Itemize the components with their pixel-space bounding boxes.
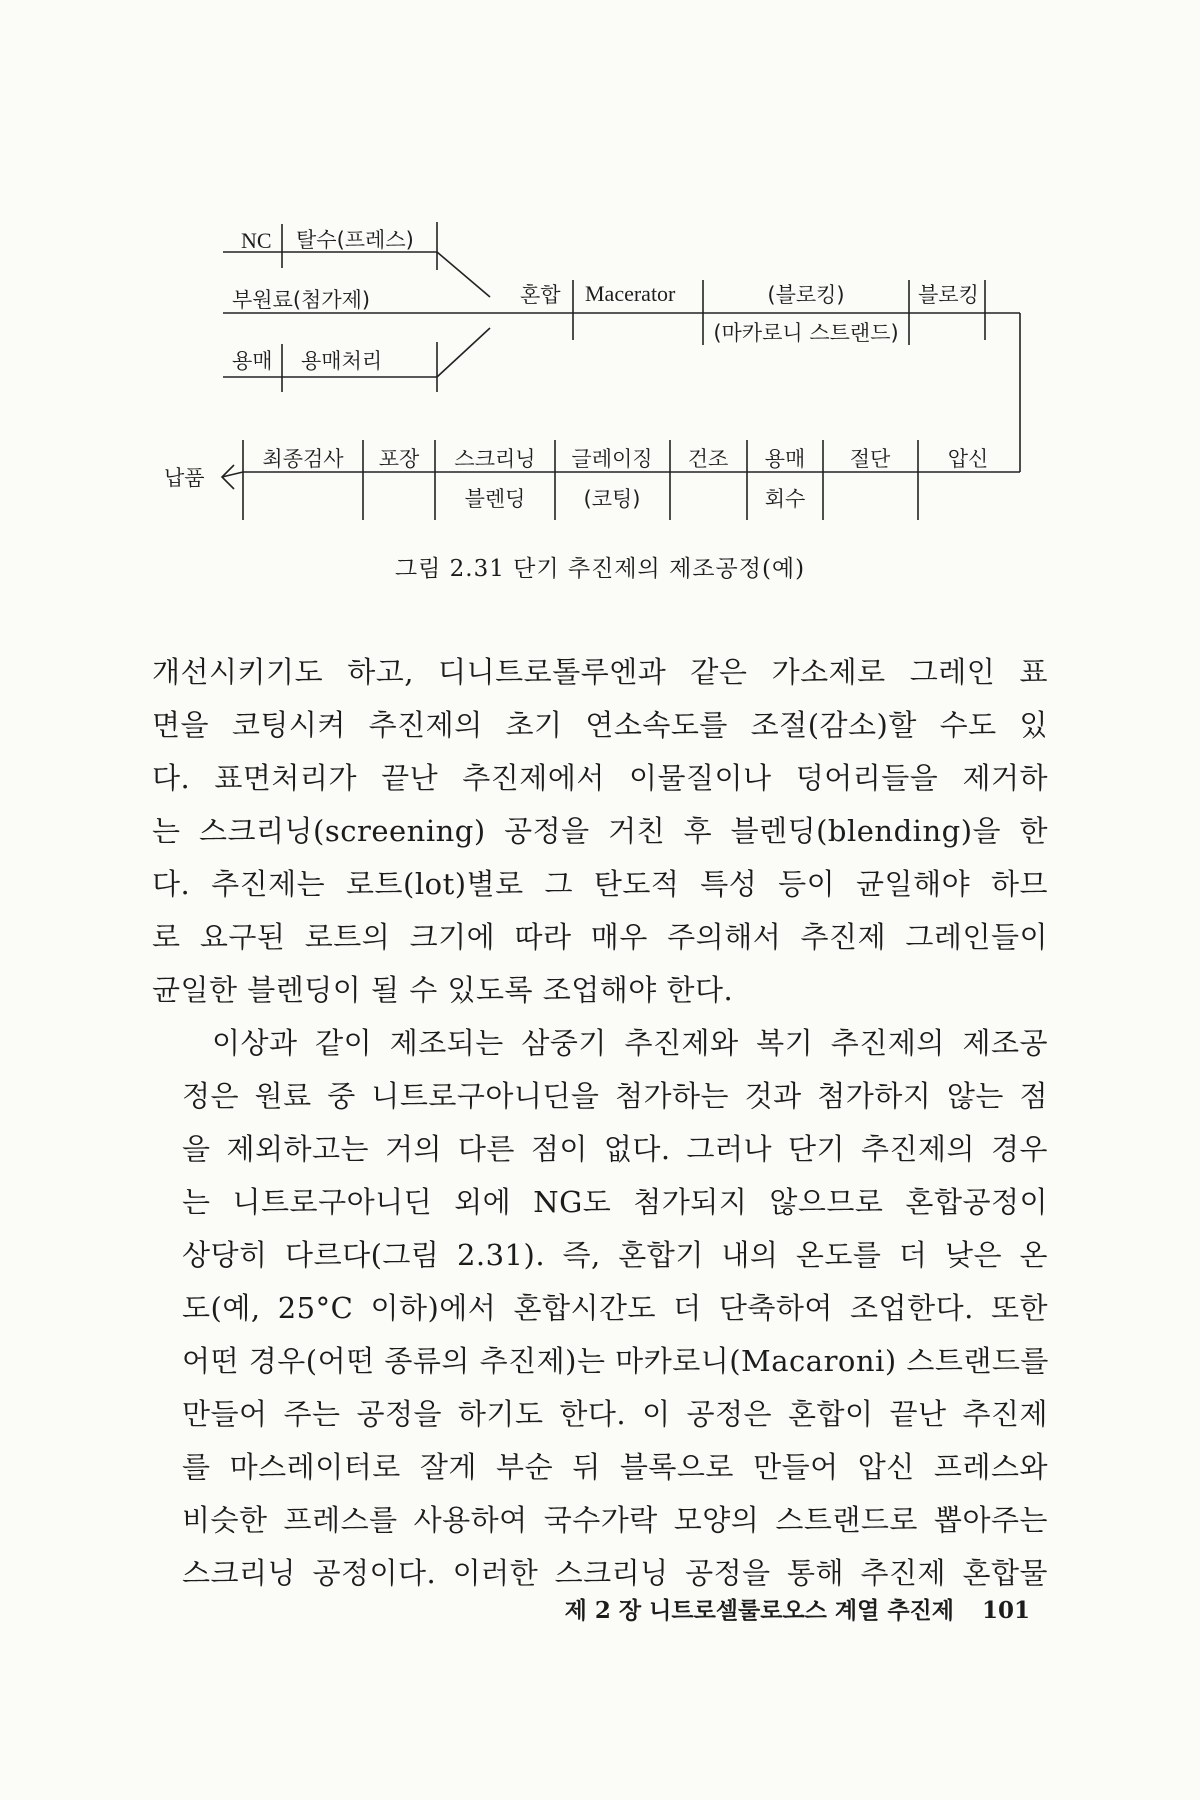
label-screening: 스크리닝 — [454, 447, 536, 471]
label-solvent-recovery-1: 용매 — [764, 447, 806, 471]
text-line: 로 요구된 로트의 크기에 따라 매우 주의해서 추진제 그레인들이 — [152, 920, 1048, 954]
text-line: 어떤 경우(어떤 종류의 추진제)는 마카로니(Macaroni) 스트랜드를 — [182, 1344, 1049, 1378]
text-line: 를 마스레이터로 잘게 부순 뒤 블록으로 만들어 압신 프레스와 — [182, 1450, 1048, 1484]
text-line: 는 스크리닝(screening) 공정을 거친 후 블렌딩(blending)을 한 — [152, 814, 1048, 848]
text-line: 면을 코팅시켜 추진제의 초기 연소속도를 조절(감소)할 수도 있 — [152, 708, 1048, 742]
label-coating: (코팅) — [583, 487, 641, 511]
text-line: 개선시키기도 하고, 디니트로톨루엔과 같은 가소제로 그레인 표 — [152, 655, 1048, 689]
label-macerator: Macerator — [585, 281, 676, 306]
paragraph-1 — [152, 646, 1048, 1017]
text-line: 상당히 다르다(그림 2.31). 즉, 혼합기 내의 온도를 더 낮은 온 — [182, 1238, 1048, 1272]
text-line: 이상과 같이 제조되는 삼중기 추진제와 복기 추진제의 제조공 — [212, 1026, 1048, 1060]
line-merge-bottom — [437, 328, 490, 377]
label-packing: 포장 — [378, 447, 420, 471]
label-mix: 혼합 — [520, 283, 561, 307]
label-drying: 건조 — [687, 447, 729, 471]
label-additive: 부원료(첨가제) — [232, 288, 371, 312]
text-line: 만들어 주는 공정을 하기도 한다. 이 공정은 혼합이 끝난 추진제 — [182, 1397, 1048, 1431]
body-text — [152, 646, 1048, 1600]
label-blending: 블렌딩 — [464, 487, 526, 511]
chapter-title: 제 2 장 니트로셀룰로오스 계열 추진제 — [564, 1597, 954, 1624]
text-line: 비슷한 프레스를 사용하여 국수가락 모양의 스트랜드로 뽑아주는 — [182, 1503, 1048, 1537]
text-line: 다. 추진제는 로트(lot)별로 그 탄도적 특성 등이 균일해야 하므 — [152, 867, 1048, 901]
page-number: 101 — [981, 1597, 1030, 1624]
label-macaroni-strand: (마카로니 스트랜드) — [713, 321, 899, 345]
text-line: 을 제외하고는 거의 다른 점이 없다. 그러나 단기 추진제의 경우 — [182, 1132, 1048, 1166]
paragraph-2 — [152, 1017, 1048, 1600]
label-solvent-treat: 용매처리 — [301, 349, 383, 373]
label-glazing: 글레이징 — [571, 447, 653, 471]
label-delivery: 납품 — [164, 466, 205, 490]
label-blocking-paren: (블로킹) — [767, 283, 845, 307]
label-pressing: 압신 — [947, 447, 989, 471]
label-dewater: 탈수(프레스) — [296, 228, 414, 252]
label-blocking: 블로킹 — [918, 283, 979, 307]
text-line: 스크리닝 공정이다. 이러한 스크리닝 공정을 통해 추진제 혼합물 — [182, 1556, 1048, 1590]
text-line: 다. 표면처리가 끝난 추진제에서 이물질이나 덩어리들을 제거하 — [152, 761, 1048, 795]
text-line: 는 니트로구아니딘 외에 NG도 첨가되지 않으므로 혼합공정이 — [182, 1185, 1048, 1219]
label-nc: NC — [241, 228, 272, 253]
figure-caption: 그림 2.31 단기 추진제의 제조공정(예) — [394, 556, 806, 582]
label-final-inspection: 최종검사 — [262, 447, 344, 471]
running-footer — [565, 1592, 1030, 1625]
text-line: 정은 원료 중 니트로구아니딘을 첨가하는 것과 첨가하지 않는 점 — [182, 1079, 1048, 1113]
label-solvent-recovery-2: 회수 — [764, 487, 806, 511]
text-line: 도(예, 25°C 이하)에서 혼합시간도 더 단축하여 조업한다. 또한 — [182, 1291, 1048, 1325]
label-solvent: 용매 — [232, 349, 273, 373]
label-cutting: 절단 — [849, 447, 891, 471]
line-merge-top — [437, 252, 490, 297]
text-line-last: 균일한 블렌딩이 될 수 있도록 조업해야 한다. — [152, 973, 734, 1007]
process-flow-figure — [0, 0, 1200, 582]
